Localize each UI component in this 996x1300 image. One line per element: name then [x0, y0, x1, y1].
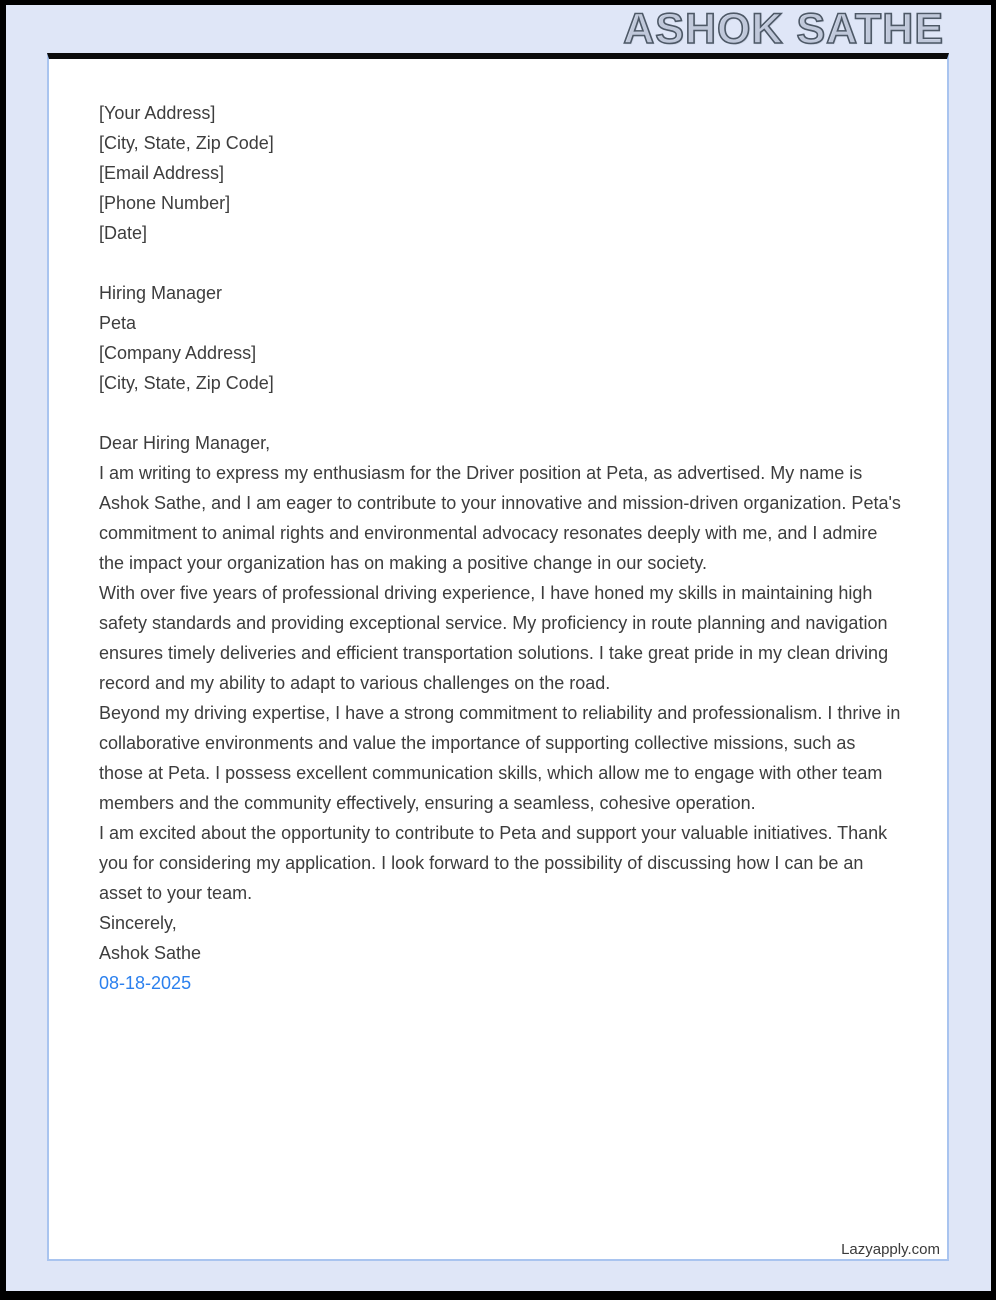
sender-city-line: [City, State, Zip Code]	[99, 133, 274, 153]
sender-phone-line: [Phone Number]	[99, 193, 231, 213]
letter-date: 08-18-2025	[99, 973, 192, 993]
recipient-address-line: [Company Address]	[99, 343, 257, 363]
sender-block	[99, 98, 901, 248]
sender-email-line: [Email Address]	[99, 163, 225, 183]
salutation: Dear Hiring Manager,	[99, 433, 271, 453]
recipient-company-line: Peta	[99, 313, 137, 333]
recipient-title-line: Hiring Manager	[99, 283, 223, 303]
letter-page	[47, 53, 949, 1261]
sender-address-line: [Your Address]	[99, 103, 216, 123]
paragraph-experience: With over five years of professional driving experience, I have honed my skills in maintaining high safety standards and providing exceptional service. My proficiency in route planning and navigation ensures timely deliveries and efficient transportation solutions. I take great pride in my clean driving record and my ability to adapt to various challenges on the road.	[99, 583, 889, 693]
paragraph-conclusion: I am excited about the opportunity to contribute to Peta and support your valuable initiatives. Thank you for considering my application. I look forward to the possibility of discussing how I can be an asset to your team.	[99, 823, 888, 903]
lazyapply-watermark-link[interactable]: Lazyapply.com	[841, 1241, 940, 1258]
letterhead-name: ASHOK SATHE	[623, 5, 944, 53]
closing: Sincerely,	[99, 913, 177, 933]
signature-name: Ashok Sathe	[99, 943, 202, 963]
letter-body	[49, 59, 947, 998]
recipient-block	[99, 278, 901, 398]
paragraph-skills: Beyond my driving expertise, I have a strong commitment to reliability and professionalism. I thrive in collaborative environments and value the importance of supporting collective missions, such as those at Peta. I possess excellent communication skills, which allow me to engage with other team members and the community effectively, ensuring a seamless, cohesive operation.	[99, 703, 901, 813]
sender-date-line: [Date]	[99, 223, 148, 243]
recipient-city-line: [City, State, Zip Code]	[99, 373, 274, 393]
paragraph-intro: I am writing to express my enthusiasm for the Driver position at Peta, as advertised. My name is Ashok Sathe, and I am eager to contribute to your innovative and mission-driven organization. Peta's commitment to animal rights and environmental advocacy resonates deeply with me, and I admire the impact your organization has on making a positive change in our society.	[99, 463, 901, 573]
